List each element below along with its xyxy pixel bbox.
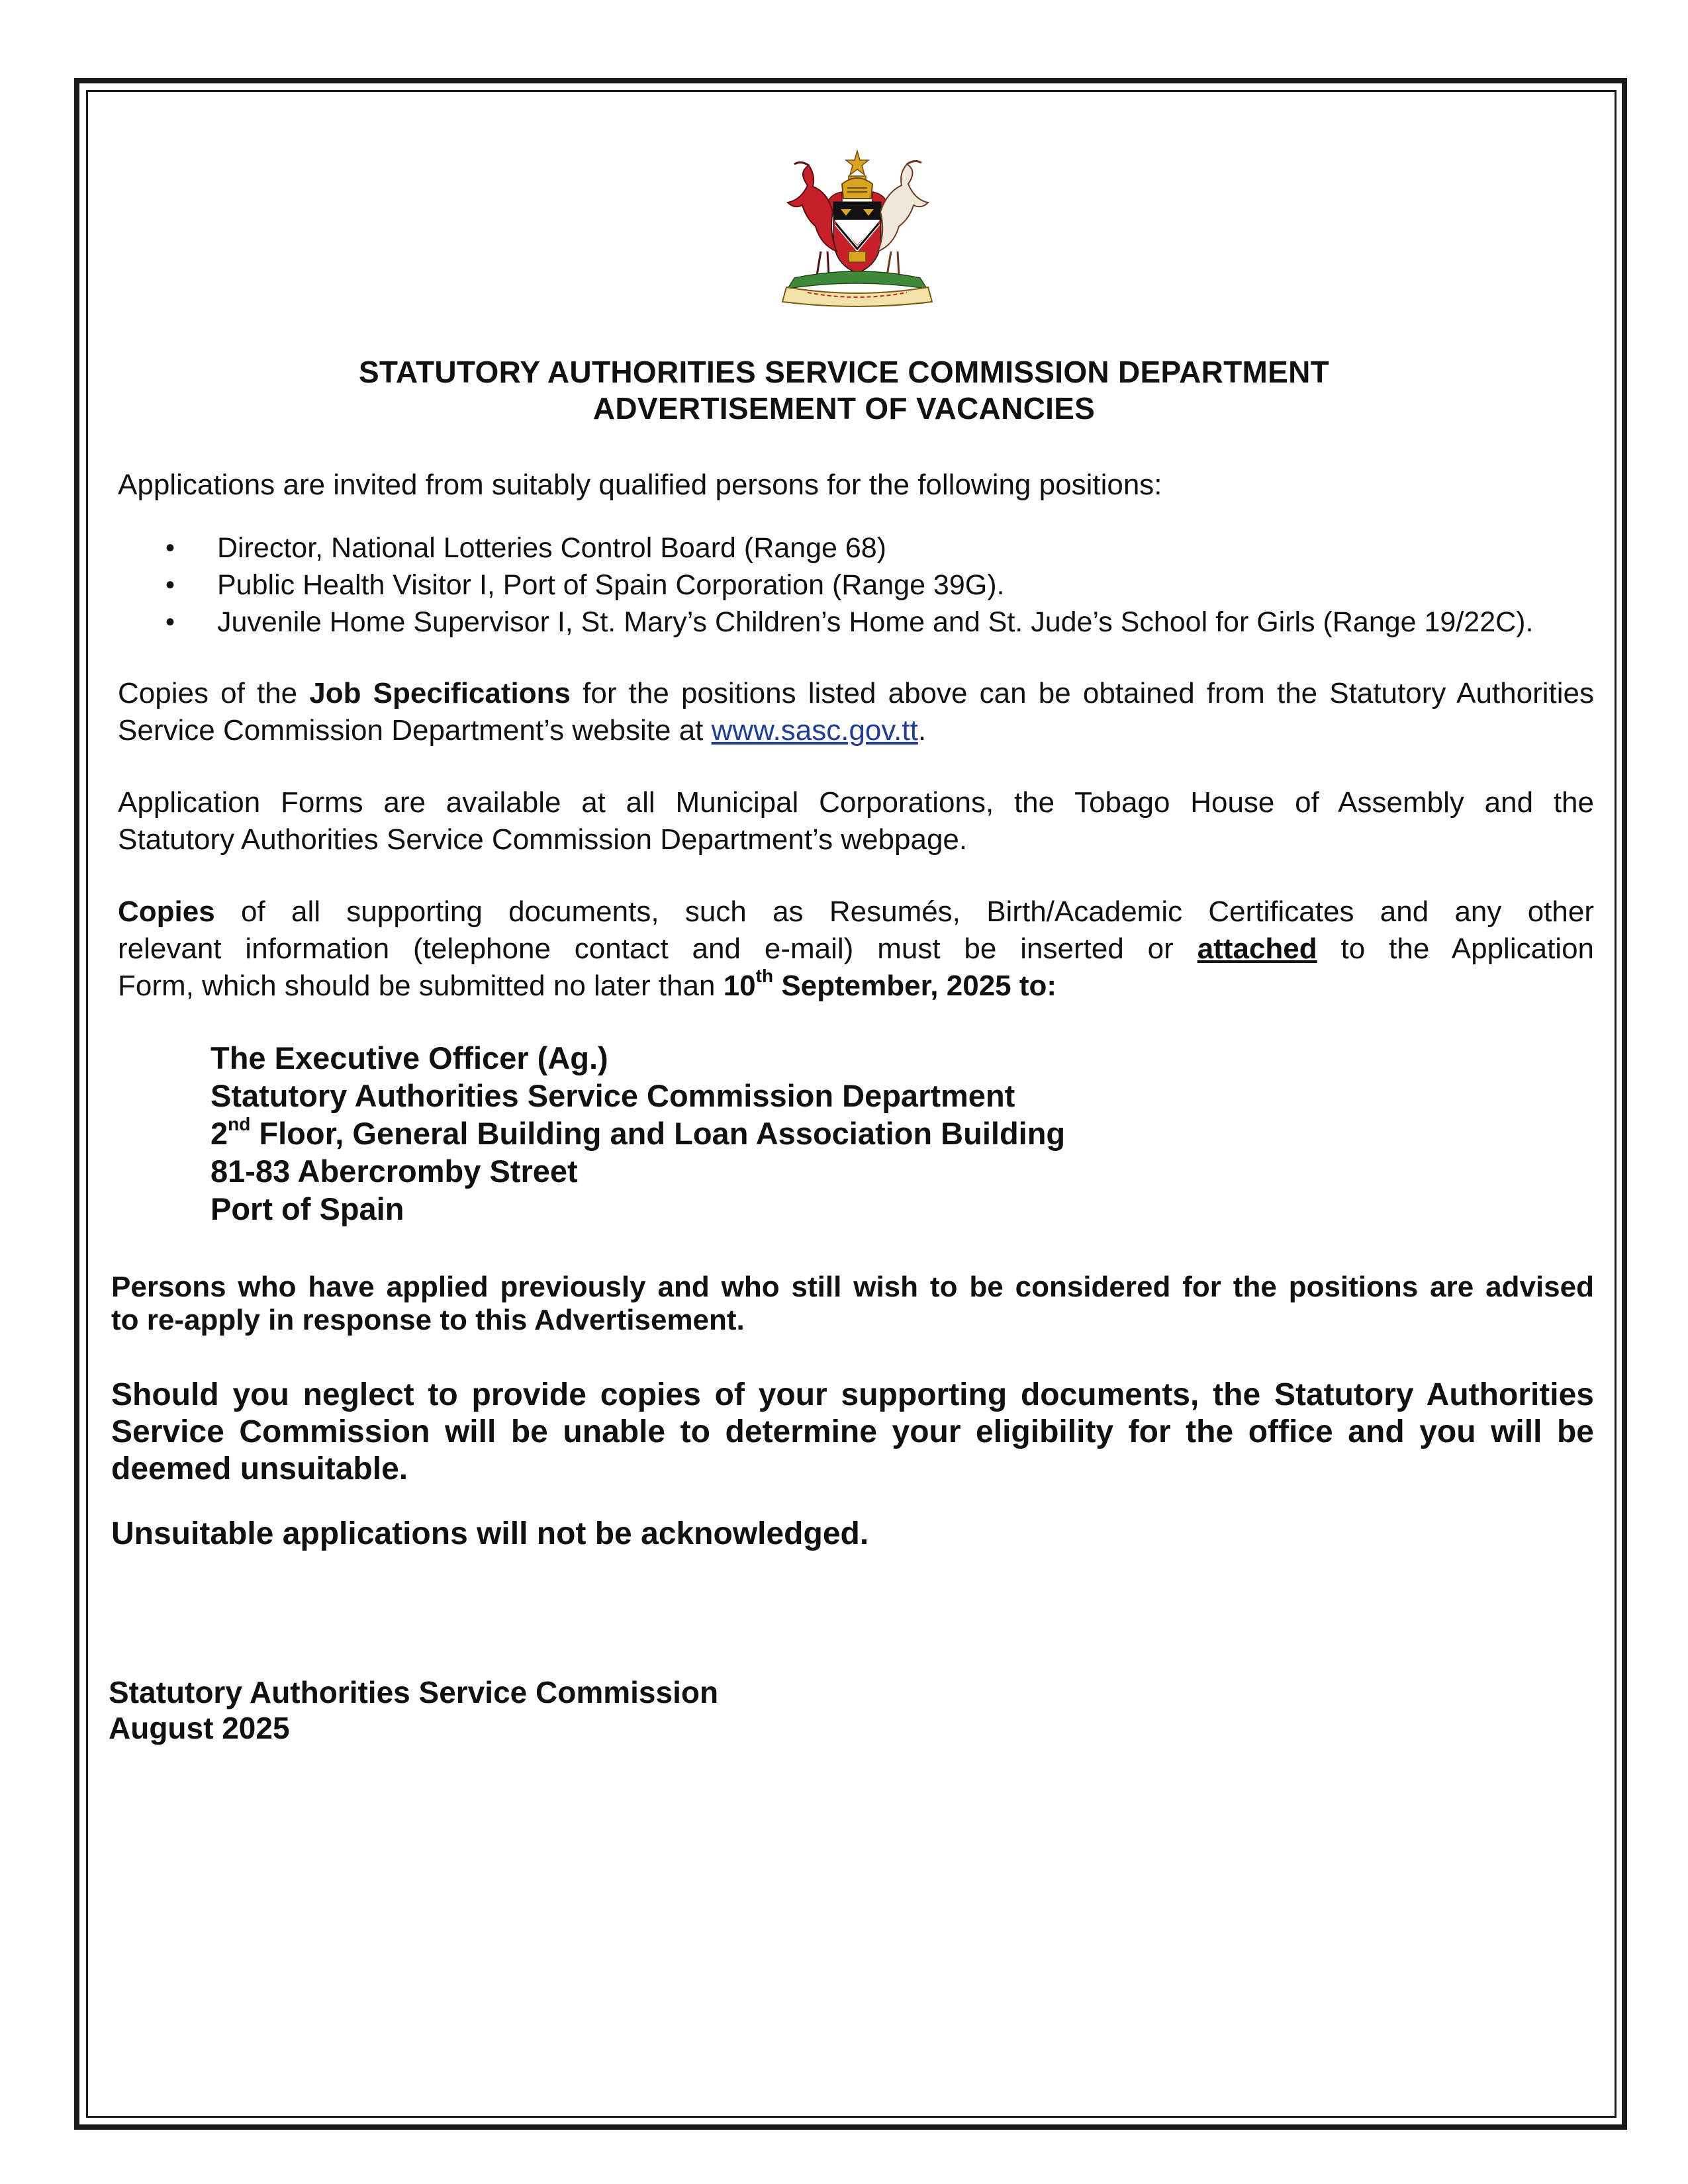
coat-of-arms-icon (768, 146, 947, 311)
job-spec-paragraph: Copies of the Job Specifications for the positions listed above can be obtained from the Statutory Authorities Service Commission Department’s website at www.sasc.gov.tt. (118, 677, 1594, 747)
signature-date: August 2025 (109, 1711, 290, 1745)
page-title: STATUTORY AUTHORITIES SERVICE COMMISSION DEPARTMENT (358, 355, 1330, 389)
list-item: • Director, National Lotteries Control Board (Range 68) (118, 529, 1601, 567)
reapply-notice: Persons who have applied previously and who still wish to be considered for the positions are advised to re-apply in response to this Advertisement. (111, 1271, 1594, 1336)
website-link[interactable]: www.sasc.gov.tt (711, 714, 918, 747)
list-item: • Public Health Visitor I, Port of Spain Corporation (Range 39G). (118, 567, 1601, 604)
page-subtitle: ADVERTISEMENT OF VACANCIES (592, 391, 1096, 426)
forms-paragraph: Application Forms are available at all Municipal Corporations, the Tobago House of Assembly and the Statutory Authorities Service Commission Department’s webpage. (118, 786, 1594, 856)
supporting-documents-paragraph: Copies of all supporting documents, such as Resumés, Birth/Academic Certificates and any other relevant information (telephone contact and e-mail) must be inserted or attached to the Application Form, which should be submitted no later than 10th September, 2025 to: (118, 895, 1595, 1002)
list-item: • Juvenile Home Supervisor I, St. Mary’s Children’s Home and St. Jude’s School for Girls (Range 19/22C). (118, 604, 1601, 641)
signature-block (109, 1674, 718, 1746)
positions-list (118, 529, 1601, 641)
intro-paragraph: Applications are invited from suitably qualified persons for the following positions: (118, 469, 1162, 501)
job-spec-emphasis: Job Specifications (309, 677, 571, 709)
attached-emphasis: attached (1197, 933, 1317, 965)
signature-org: Statutory Authorities Service Commission (109, 1675, 719, 1709)
neglect-notice: Should you neglect to provide copies of your supporting documents, the Statutory Authorities Service Commission will be unable to determine your eligibility for the office and you will be deemed unsuitable. (111, 1377, 1594, 1486)
mailing-address: The Executive Officer (Ag.) Statutory Authorities Service Commission Department 2nd Floor, General Building and Loan Association Building 81-83 Abercromby Street Port of Spain (211, 1040, 1066, 1226)
unsuitable-notice: Unsuitable applications will not be acknowledged. (111, 1516, 869, 1551)
deadline: 10th September, 2025 to: (723, 966, 1057, 1002)
